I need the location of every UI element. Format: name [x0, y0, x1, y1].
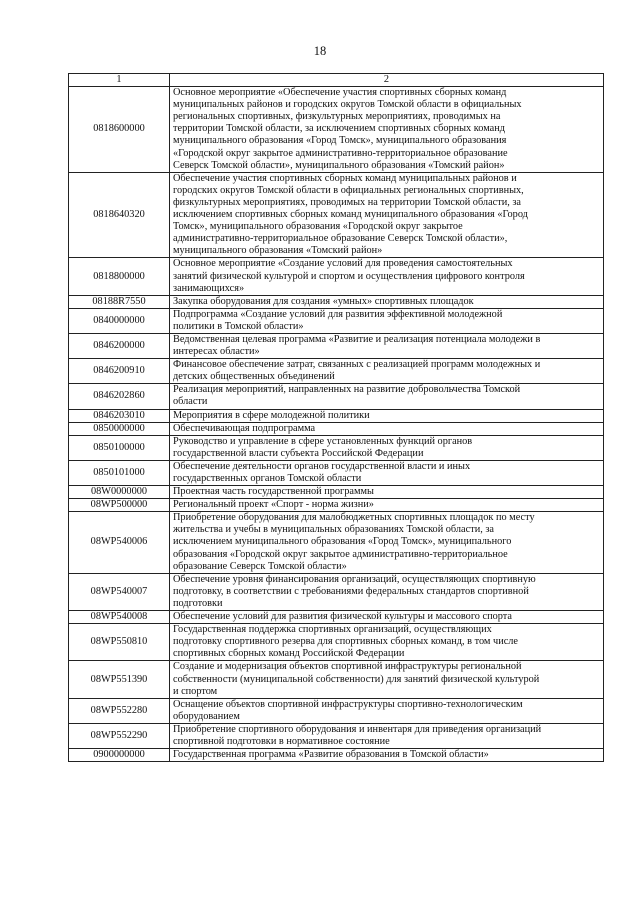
table-row [69, 698, 604, 723]
classification-code: 0850100000 [69, 435, 170, 460]
item-description [170, 422, 604, 435]
item-description [170, 611, 604, 624]
classification-code: 0846202860 [69, 384, 170, 409]
description-line: подготовку, в соответствии с требованиями федеральных стандартов спортивной [173, 585, 529, 597]
classification-code: 0840000000 [69, 308, 170, 333]
description-line: спортивных сборных команд Российской Федерации [173, 648, 405, 660]
header-column-2: 2 [170, 74, 604, 87]
description-line: подготовки [173, 597, 223, 609]
item-description [170, 698, 604, 723]
classification-code: 08W0000000 [69, 486, 170, 499]
description-line: муниципальных районов и городских округов Томской области в официальных [173, 99, 522, 111]
description-line: Финансовое обеспечение затрат, связанных с реализацией программ молодежных и [173, 359, 541, 371]
description-line: Обеспечение уровня финансирования организаций, осуществляющих спортивную [173, 573, 536, 585]
description-line: Создание и модернизация объектов спортивной инфраструктуры региональной [173, 661, 522, 673]
description-line: исключением муниципального образования «Город Томск», муниципального [173, 536, 512, 548]
item-description [170, 435, 604, 460]
table-row [69, 749, 604, 762]
item-description [170, 258, 604, 295]
item-description [170, 359, 604, 384]
item-description [170, 87, 604, 173]
table-row [69, 384, 604, 409]
description-line: Региональный проект «Спорт - норма жизни» [173, 499, 374, 511]
description-line: территории Томской области, за исключением спортивных сборных команд [173, 123, 505, 135]
description-line: Обеспечение условий для развития физической культуры и массового спорта [173, 611, 512, 623]
table-row [69, 333, 604, 358]
description-line: государственных органов Томской области [173, 473, 362, 484]
description-line: Проектная часть государственной программы [173, 486, 374, 498]
classification-code: 08WP540008 [69, 611, 170, 624]
description-line: городских округов Томской области в официальных региональных спортивных, [173, 184, 524, 196]
classification-code: 0850101000 [69, 460, 170, 485]
table-row [69, 172, 604, 258]
item-description [170, 384, 604, 409]
description-line: политики в Томской области» [173, 320, 304, 332]
header-column-1: 1 [69, 74, 170, 87]
table-row [69, 409, 604, 422]
table-row [69, 499, 604, 512]
item-description [170, 460, 604, 485]
description-line: «Городской округ закрытое административно-территориальное образование [173, 147, 508, 159]
item-description [170, 172, 604, 258]
classification-code: 0900000000 [69, 749, 170, 762]
description-line: муниципального образования «Город Томск», муниципального образования [173, 135, 507, 147]
description-line: государственной власти субъекта Российской Федерации [173, 447, 424, 459]
table-row [69, 624, 604, 661]
classification-code: 0850000000 [69, 422, 170, 435]
description-line: Ведомственная целевая программа «Развитие и реализация потенциала молодежи в [173, 333, 541, 345]
classification-code: 0846200910 [69, 359, 170, 384]
classification-code: 08WP540007 [69, 573, 170, 610]
classification-code: 0818800000 [69, 258, 170, 295]
item-description [170, 295, 604, 308]
description-line: собственности (муниципальной собственности) для занятий физической культурой [173, 673, 540, 685]
table-row [69, 308, 604, 333]
classification-code: 08WP552280 [69, 698, 170, 723]
table-row [69, 359, 604, 384]
table-row [69, 258, 604, 295]
table-row [69, 435, 604, 460]
description-line: детских общественных объединений [173, 371, 335, 383]
description-line: Приобретение оборудования для малобюджетных спортивных площадок по месту [173, 512, 535, 524]
classification-code: 0846200000 [69, 333, 170, 358]
table-header-row [69, 74, 604, 87]
item-description [170, 723, 604, 748]
classification-code: 08WP500000 [69, 499, 170, 512]
classification-code: 08WP552290 [69, 723, 170, 748]
item-description [170, 486, 604, 499]
description-line: и спортом [173, 685, 218, 697]
item-description [170, 573, 604, 610]
description-line: Реализация мероприятий, направленных на развитие добровольчества Томской [173, 384, 521, 396]
classification-code: 08188R7550 [69, 295, 170, 308]
description-line: области [173, 396, 208, 408]
description-line: Основное мероприятие «Создание условий для проведения самостоятельных [173, 258, 513, 270]
item-description [170, 409, 604, 422]
table-row [69, 611, 604, 624]
classification-code: 0818640320 [69, 172, 170, 258]
table-row [69, 422, 604, 435]
table-row [69, 723, 604, 748]
classification-code: 08WP540006 [69, 512, 170, 573]
description-line: муниципального образования «Томский район» [173, 245, 383, 257]
item-description [170, 661, 604, 698]
classification-code: 08WP550810 [69, 624, 170, 661]
description-line: Государственная программа «Развитие образования в Томской области» [173, 749, 489, 761]
description-line: занимающихся» [173, 282, 245, 294]
classification-code: 08WP551390 [69, 661, 170, 698]
description-line: физкультурных мероприятиях, проводимых на территории Томской области, за [173, 196, 522, 208]
page-number: 18 [313, 44, 327, 58]
description-line: Закупка оборудования для создания «умных» спортивных площадок [173, 295, 474, 307]
description-line: подготовку спортивного резерва для спортивных сборных команд, в том числе [173, 636, 518, 648]
item-description [170, 499, 604, 512]
description-line: Томск», муниципального образования «Городской округ закрытое [173, 221, 463, 233]
description-line: Подпрограмма «Создание условий для развития эффективной молодежной [173, 308, 503, 320]
budget-classification-table [68, 73, 604, 762]
description-line: Мероприятия в сфере молодежной политики [173, 409, 370, 421]
classification-code: 0846203010 [69, 409, 170, 422]
table-row [69, 661, 604, 698]
table-row [69, 573, 604, 610]
classification-code: 0818600000 [69, 87, 170, 173]
table-row [69, 486, 604, 499]
description-line: интересах области» [173, 346, 260, 358]
table-row [69, 460, 604, 485]
table-row [69, 512, 604, 573]
item-description [170, 333, 604, 358]
description-line: Северск Томской области», муниципального образования «Томский район» [173, 159, 505, 171]
description-line: оборудованием [173, 710, 240, 722]
description-line: спортивной подготовки в нормативное состояние [173, 735, 390, 747]
table-row [69, 87, 604, 173]
description-line: региональных спортивных, физкультурных мероприятиях, проводимых на [173, 111, 501, 123]
description-line: Обеспечение участия спортивных сборных команд муниципальных районов и [173, 172, 517, 184]
description-line: Руководство и управление в сфере установленных функций органов [173, 435, 473, 447]
description-line: исключением спортивных сборных команд муниципального образования «Город [173, 209, 528, 221]
description-line: Основное мероприятие «Обеспечение участия спортивных сборных команд [173, 87, 507, 99]
description-line: Обеспечивающая подпрограмма [173, 422, 316, 434]
item-description [170, 624, 604, 661]
item-description [170, 749, 604, 762]
description-line: административно-территориальное образование Северск Томской области», [173, 233, 508, 245]
description-line: образования «Городской округ закрытое административно-территориальное [173, 548, 508, 560]
description-line: Обеспечение деятельности органов государственной власти и иных [173, 460, 471, 472]
description-line: образование Северск Томской области» [173, 560, 347, 572]
item-description [170, 512, 604, 573]
description-line: занятий физической культурой и спортом и осуществления цифрового контроля [173, 270, 525, 282]
description-line: Оснащение объектов спортивной инфраструктуры спортивно-технологическим [173, 698, 523, 710]
item-description [170, 308, 604, 333]
description-line: жительства и учебы в муниципальных образованиях Томской области, за [173, 524, 494, 536]
table-row [69, 295, 604, 308]
description-line: Приобретение спортивного оборудования и инвентаря для приведения организаций [173, 723, 542, 735]
description-line: Государственная поддержка спортивных организаций, осуществляющих [173, 624, 492, 636]
